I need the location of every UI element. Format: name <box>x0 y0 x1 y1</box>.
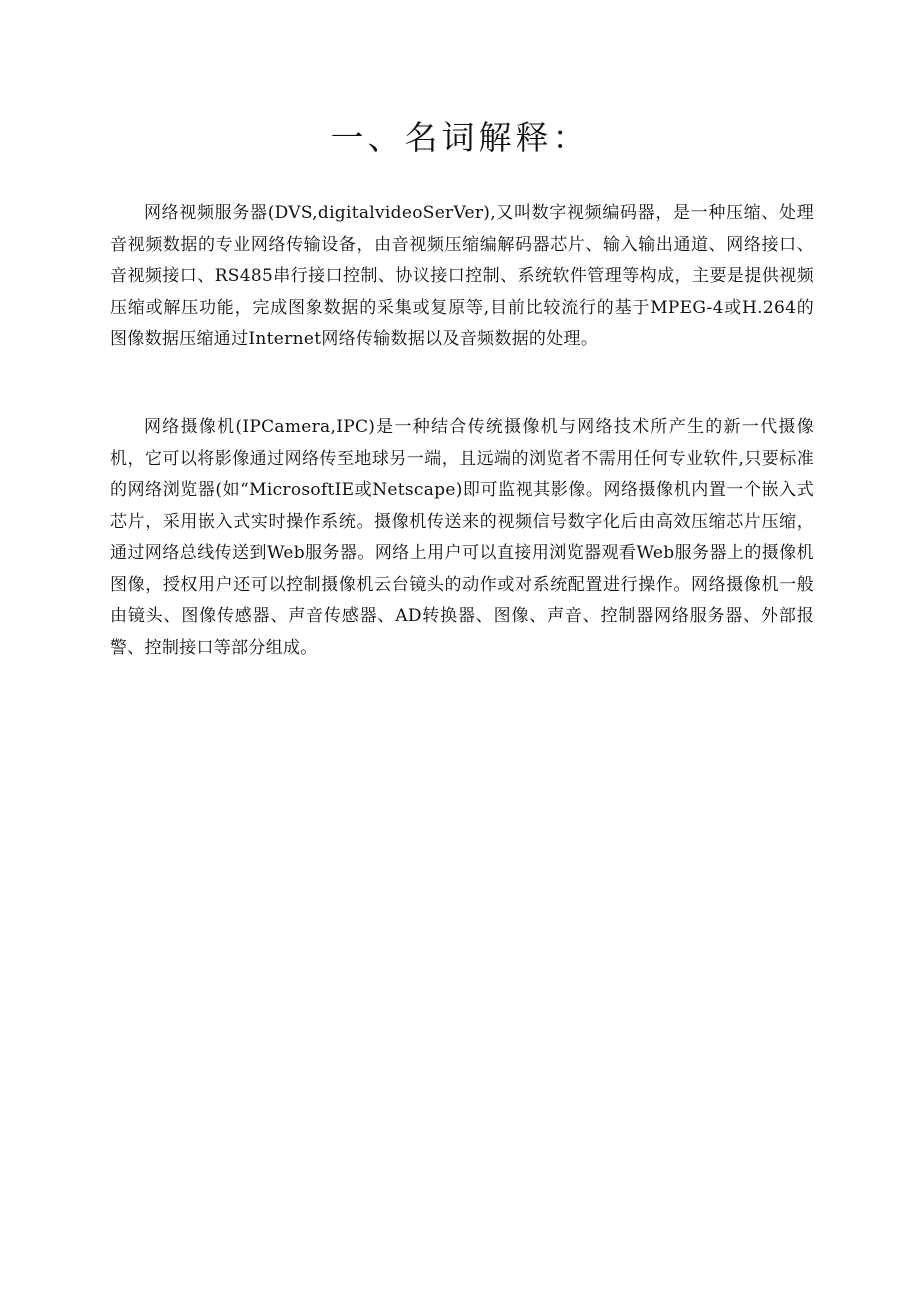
paragraph-ipc: 网络摄像机(IPCamera,IPC)是一种结合传统摄像机与网络技术所产生的新一代摄像机，它可以将影像通过网络传至地球另一端，且远端的浏览者不需用任何专业软件,只要标准的网络浏览器(如“MicrosoftIE或Netscape)即可监视其影像。网络摄像机内置一个嵌入式芯片，采用嵌入式实时操作系统。摄像机传送来的视频信号数字化后由高效压缩芯片压缩，通过网络总线传送到Web服务器。网络上用户可以直接用浏览器观看Web服务器上的摄像机图像，授权用户还可以控制摄像机云台镜头的动作或对系统配置进行操作。网络摄像机一般由镜头、图像传感器、声音传感器、AD转换器、图像、声音、控制器网络服务器、外部报警、控制接口等部分组成。 <box>110 417 814 658</box>
section-heading: 一、名词解释： <box>330 118 590 157</box>
paragraph-dvs: 网络视频服务器(DVS,digitalvideoSerVer),又叫数字视频编码器，是一种压缩、处理音视频数据的专业网络传输设备，由音视频压缩编解码器芯片、输入输出通道、网络接口、音视频接口、RS485串行接口控制、协议接口控制、系统软件管理等构成，主要是提供视频压缩或解压功能，完成图象数据的采集或复原等,目前比较流行的基于MPEG-4或H.264的图像数据压缩通过Internet网络传输数据以及音频数据的处理。 <box>110 203 814 349</box>
